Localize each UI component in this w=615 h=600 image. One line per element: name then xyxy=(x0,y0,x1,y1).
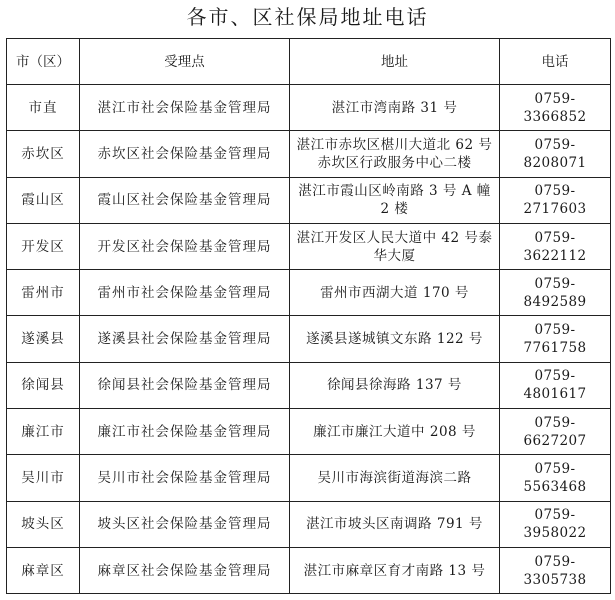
table-body xyxy=(7,85,611,594)
cell-phone: 0759-3366852 xyxy=(500,85,611,131)
cell-phone: 0759-3958022 xyxy=(500,501,611,547)
table-header-row xyxy=(7,39,611,85)
cell-phone: 0759-4801617 xyxy=(500,362,611,408)
cell-district: 赤坎区 xyxy=(7,131,80,177)
header-office: 受理点 xyxy=(80,39,290,85)
cell-phone: 0759-8492589 xyxy=(500,270,611,316)
cell-office: 麻章区社会保险基金管理局 xyxy=(80,547,290,593)
cell-phone: 0759-3622112 xyxy=(500,223,611,269)
cell-address: 遂溪县遂城镇文东路 122 号 xyxy=(290,316,500,362)
cell-district: 雷州市 xyxy=(7,270,80,316)
cell-phone: 0759-7761758 xyxy=(500,316,611,362)
table-row xyxy=(7,547,611,593)
table-row xyxy=(7,177,611,223)
cell-phone: 0759-6627207 xyxy=(500,409,611,455)
social-security-office-table xyxy=(6,38,611,594)
cell-address: 湛江市霞山区岭南路 3 号 A 幢 2 楼 xyxy=(290,177,500,223)
table-row xyxy=(7,409,611,455)
cell-address: 湛江市湾南路 31 号 xyxy=(290,85,500,131)
cell-address: 湛江市麻章区育才南路 13 号 xyxy=(290,547,500,593)
cell-address: 湛江开发区人民大道中 42 号泰华大厦 xyxy=(290,223,500,269)
table-row xyxy=(7,501,611,547)
table-row xyxy=(7,455,611,501)
cell-office: 遂溪县社会保险基金管理局 xyxy=(80,316,290,362)
cell-address: 徐闻县徐海路 137 号 xyxy=(290,362,500,408)
cell-phone: 0759-3305738 xyxy=(500,547,611,593)
cell-address: 廉江市廉江大道中 208 号 xyxy=(290,409,500,455)
cell-office: 徐闻县社会保险基金管理局 xyxy=(80,362,290,408)
cell-address: 湛江市赤坎区椹川大道北 62 号赤坎区行政服务中心二楼 xyxy=(290,131,500,177)
cell-district: 廉江市 xyxy=(7,409,80,455)
cell-address: 雷州市西湖大道 170 号 xyxy=(290,270,500,316)
table-row xyxy=(7,131,611,177)
cell-office: 开发区社会保险基金管理局 xyxy=(80,223,290,269)
cell-phone: 0759-8208071 xyxy=(500,131,611,177)
table-row xyxy=(7,316,611,362)
cell-district: 遂溪县 xyxy=(7,316,80,362)
cell-district: 徐闻县 xyxy=(7,362,80,408)
cell-office: 坡头区社会保险基金管理局 xyxy=(80,501,290,547)
cell-district: 吴川市 xyxy=(7,455,80,501)
cell-address: 湛江市坡头区南调路 791 号 xyxy=(290,501,500,547)
cell-district: 霞山区 xyxy=(7,177,80,223)
cell-office: 赤坎区社会保险基金管理局 xyxy=(80,131,290,177)
table-row xyxy=(7,85,611,131)
cell-office: 霞山区社会保险基金管理局 xyxy=(80,177,290,223)
cell-district: 市直 xyxy=(7,85,80,131)
cell-phone: 0759-2717603 xyxy=(500,177,611,223)
cell-office: 湛江市社会保险基金管理局 xyxy=(80,85,290,131)
cell-office: 廉江市社会保险基金管理局 xyxy=(80,409,290,455)
header-phone: 电话 xyxy=(500,39,611,85)
cell-office: 雷州市社会保险基金管理局 xyxy=(80,270,290,316)
header-address: 地址 xyxy=(290,39,500,85)
page-title: 各市、区社保局地址电话 xyxy=(186,5,429,29)
cell-district: 麻章区 xyxy=(7,547,80,593)
table-row xyxy=(7,223,611,269)
cell-address: 吴川市海滨街道海滨二路 xyxy=(290,455,500,501)
cell-phone: 0759-5563468 xyxy=(500,455,611,501)
table-row xyxy=(7,362,611,408)
header-district: 市（区） xyxy=(7,39,80,85)
cell-office: 吴川市社会保险基金管理局 xyxy=(80,455,290,501)
cell-district: 开发区 xyxy=(7,223,80,269)
table-row xyxy=(7,270,611,316)
cell-district: 坡头区 xyxy=(7,501,80,547)
